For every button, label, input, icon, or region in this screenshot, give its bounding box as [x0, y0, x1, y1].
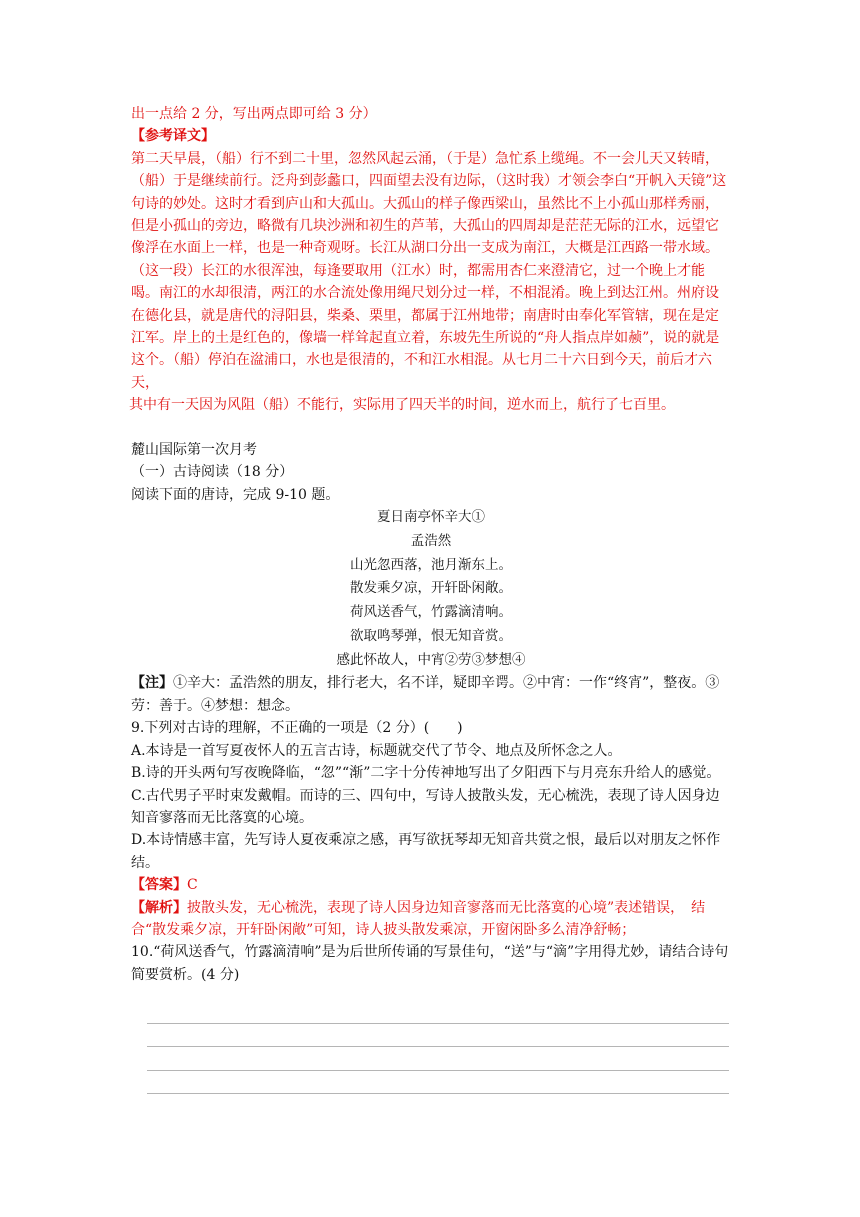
answer-line[interactable]	[147, 1024, 729, 1048]
translation-heading: 【参考译文】	[131, 128, 215, 145]
poem-line: 欲取鸣琴弹，恨无知音赏。	[350, 627, 512, 644]
analysis-label: 【解析】	[131, 899, 187, 916]
answer-lines	[147, 1000, 729, 1094]
poem-line: 感此怀故人，中宵②劳③梦想④	[336, 651, 526, 668]
section-heading: （一）古诗阅读（18 分）	[131, 464, 294, 481]
q10-stem: 10.“荷风送香气，竹露滴清响”是为后世所传诵的写景佳句，“送”与“滴”字用得尤妙，请结合诗句简要赏析。(4 分)	[131, 944, 729, 983]
poem-line: 山光忽西落，池月渐东上。	[350, 556, 512, 573]
q9-stem: 9.下列对古诗的理解，不正确的一项是（2 分）( )	[131, 720, 463, 737]
instruction: 阅读下面的唐诗，完成 9-10 题。	[131, 486, 340, 503]
answer-line[interactable]	[147, 1047, 729, 1071]
translation-body: 第二天早晨，（船）行不到二十里，忽然风起云涌，（于是）急忙系上缆绳。不一会儿天又转晴，（船）于是继续前行。泛舟到彭蠡口，四面望去没有边际，（这时我）才领会李白“开帆入天镜”这句诗的妙处。这时才看到庐山和大孤山。大孤山的样子像西梁山，虽然比不上小孤山那样秀丽，但是小孤山的旁边，略微有几块沙洲和初生的芦苇，大孤山的四周却是茫茫无际的江水，远望它像浮在水面上一样，也是一种奇观呀。长江从湖口分出一支成为南江，大概是江西路一带水域。（这一段）长江的水很浑浊，每逢要取用（江水）时，都需用杏仁来澄清它，过一个晚上才能喝。南江的水却很清，两江的水合流处像用绳尺划分过一样，不相混淆。晚上到达江州。州府设在德化县，就是唐代的浔阳县，柴桑、栗里，都属于江州地带；南唐时由奉化军管辖，现在是定江军。岸上的土是红色的，像墙一样耸起直立着，东坡先生所说的“舟人指点岸如赪”，说的就是这个。（船）停泊在湓浦口，水也是很清的，不和江水相混。从七月二十六日到今天，前后才六天，	[131, 150, 727, 391]
answer-value: C	[187, 877, 198, 894]
q9-analysis	[131, 897, 731, 942]
q9-option-b: B.诗的开头两句写夜晚降临，“忽”“渐”二字十分传神地写出了夕阳西下与月亮东升给人的感觉。	[131, 765, 721, 782]
exam-title: 麓山国际第一次月考	[131, 441, 257, 458]
poem-line: 荷风送香气，竹露滴清响。	[350, 604, 512, 621]
q9-answer	[131, 874, 731, 896]
translation-last: 其中有一天因为风阻（船）不能行，实际用了四天半的时间，逆水而上，航行了七百里。	[129, 397, 675, 414]
q9-option-d: D.本诗情感丰富，先写诗人夏夜乘凉之感，再写欲抚琴却无知音共赏之恨，最后以对朋友之怀作结。	[131, 832, 721, 871]
analysis-text: 披散头发，无心梳洗，表现了诗人因身边知音寥落而无比落寞的心境”表述错误， 结合“散发乘夕凉，开轩卧闲敞”可知，诗人披头散发乘凉，开窗闲卧多么清净舒畅；	[131, 899, 706, 938]
note-label: 【注】	[131, 675, 173, 692]
answer-line[interactable]	[147, 1071, 729, 1095]
spacer	[131, 417, 731, 439]
poem	[131, 506, 731, 673]
note-text: ①辛大：孟浩然的朋友，排行老大，名不详，疑即辛谔。②中宵：一作“终宵”，整夜。③劳：善于。④梦想：想念。	[131, 675, 720, 714]
answer-label: 【答案】	[131, 877, 187, 894]
q9-option-c: C.古代男子平时束发戴帽。而诗的三、四句中，写诗人披散头发，无心梳洗，表现了诗人因身边知音寥落而无比落寞的心境。	[131, 787, 720, 826]
poem-line: 散发乘夕凉，开轩卧闲敞。	[350, 580, 512, 597]
q9-option-a: A.本诗是一首写夏夜怀人的五言古诗，标题就交代了节令、地点及所怀念之人。	[131, 742, 622, 759]
poem-title: 夏日南亭怀辛大①	[377, 508, 485, 525]
note	[131, 672, 731, 717]
poem-author: 孟浩然	[410, 532, 452, 549]
document-page	[131, 103, 731, 1094]
translation-intro: 出一点给 2 分，写出两点即可给 3 分）	[131, 106, 377, 122]
answer-line[interactable]	[147, 1000, 729, 1024]
